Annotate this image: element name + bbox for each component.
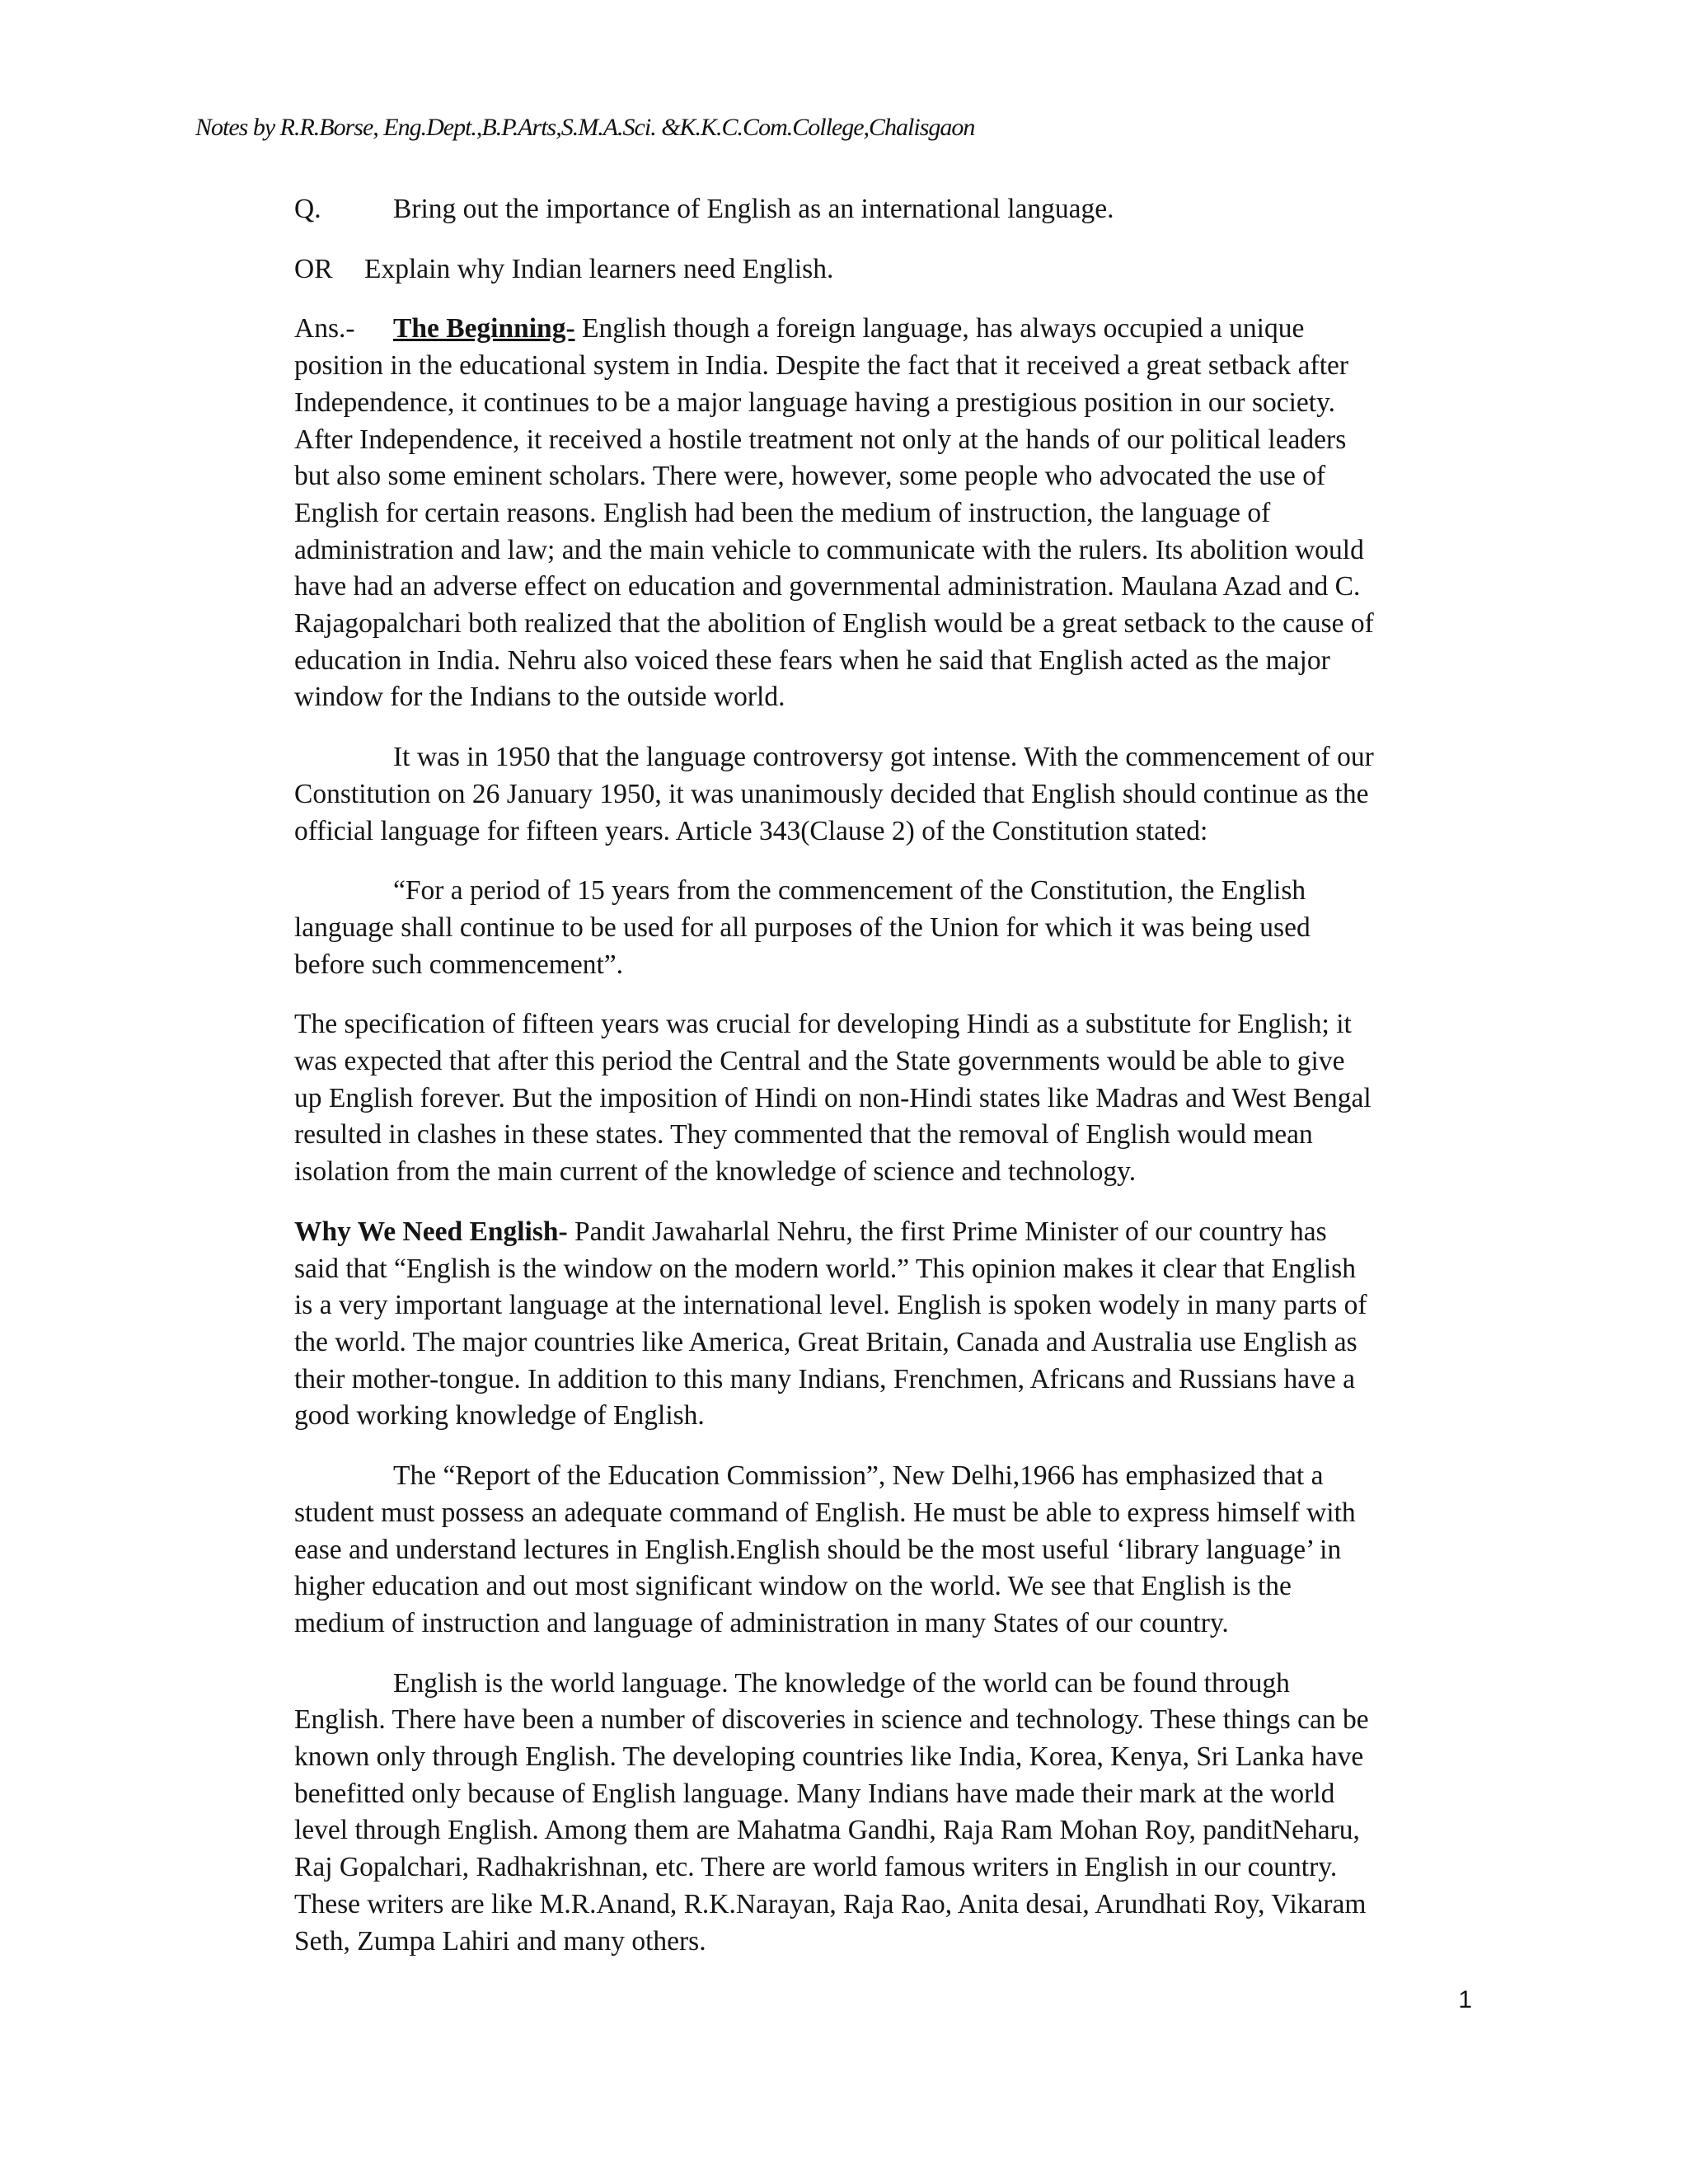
paragraph-line: their mother-tongue. In addition to this many Indians, Frenchmen, Africans and Russians have a <box>294 1363 1355 1394</box>
question-label: Q. <box>294 194 321 224</box>
paragraph-1950 <box>294 739 1465 850</box>
page-number: 1 <box>1458 1986 1472 2013</box>
or-label: OR <box>294 253 333 284</box>
paragraph-line: The specification of fifteen years was crucial for developing Hindi as a substitute for English; it <box>294 1009 1352 1040</box>
paragraph-line: benefitted only because of English language. Many Indians have made their mark at the world <box>294 1778 1335 1809</box>
answer-label: Ans.- <box>294 313 355 344</box>
paragraph-line: is a very important language at the international level. English is spoken wodely in many parts of <box>294 1290 1367 1321</box>
question <box>294 191 1465 228</box>
answer-line: education in India. Nehru also voiced these fears when he said that English acted as the major <box>294 644 1330 676</box>
paragraph-line: official language for fifteen years. Article 343(Clause 2) of the Constitution stated: <box>294 815 1208 846</box>
answer-line: English for certain reasons. English had been the medium of instruction, the language of <box>294 497 1271 528</box>
paragraph-line: was expected that after this period the Central and the State governments would be able to give <box>294 1046 1345 1077</box>
answer-line: Independence, it continues to be a major language having a prestigious position in our society. <box>294 387 1336 418</box>
paragraph-line: Why We Need English- Pandit Jawaharlal Nehru, the first Prime Minister of our country has <box>294 1216 1327 1247</box>
alternative-text: Explain why Indian learners need English. <box>364 253 834 284</box>
quote-line: “For a period of 15 years from the commencement of the Constitution, the English <box>393 875 1306 907</box>
paragraph-specification <box>294 1006 1465 1191</box>
paragraph-report <box>294 1458 1465 1643</box>
question-text: Bring out the importance of English as an international language. <box>393 194 1114 224</box>
page-header: Notes by R.R.Borse, Eng.Dept.,B.P.Arts,S.M.A.Sci. &K.K.C.Com.College,Chalisgaon <box>195 114 975 141</box>
section-why-we-need-english <box>294 1214 1465 1435</box>
answer-line: Ans.- The Beginning- English though a foreign language, has always occupied a unique <box>294 311 1465 348</box>
paragraph-line: Raj Gopalchari, Radhakrishnan, etc. There are world famous writers in English in our country. <box>294 1852 1338 1883</box>
paragraph-line: known only through English. The developing countries like India, Korea, Kenya, Sri Lanka have <box>294 1741 1364 1773</box>
answer-line: position in the educational system in India. Despite the fact that it received a great setback after <box>294 350 1349 382</box>
paragraph-line: Constitution on 26 January 1950, it was unanimously decided that English should continue as the <box>294 778 1369 809</box>
paragraph-line: ease and understand lectures in English.English should be the most useful ‘library language’ in <box>294 1534 1342 1565</box>
answer-paragraph <box>294 311 1465 716</box>
section-heading-need: Why We Need English- <box>294 1216 568 1247</box>
paragraph-line: good working knowledge of English. <box>294 1400 705 1432</box>
paragraph-line: the world. The major countries like America, Great Britain, Canada and Australia use English as <box>294 1326 1357 1357</box>
paragraph-line: Seth, Zumpa Lahiri and many others. <box>294 1925 706 1957</box>
paragraph-line: student must possess an adequate command of English. He must be able to express himself with <box>294 1497 1356 1528</box>
paragraph-line: These writers are like M.R.Anand, R.K.Narayan, Raja Rao, Anita desai, Arundhati Roy, Vikaram <box>294 1888 1367 1919</box>
answer-line: administration and law; and the main vehicle to communicate with the rulers. Its abolition would <box>294 534 1364 565</box>
section-heading-beginning: The Beginning- <box>393 313 575 344</box>
answer-line: After Independence, it received a hostile treatment not only at the hands of our political leaders <box>294 424 1347 455</box>
paragraph-line: said that “English is the window on the modern world.” This opinion makes it clear that English <box>294 1253 1356 1284</box>
paragraph-line: level through English. Among them are Mahatma Gandhi, Raja Ram Mohan Roy, panditNeharu, <box>294 1815 1360 1846</box>
paragraph-line: The “Report of the Education Commission”, New Delhi,1966 has emphasized that a <box>393 1460 1324 1492</box>
quote-line: before such commencement”. <box>294 949 624 980</box>
quote-line: language shall continue to be used for all purposes of the Union for which it was being used <box>294 912 1311 943</box>
paragraph-world-language <box>294 1666 1465 1961</box>
constitution-quote <box>294 873 1465 983</box>
answer-line: but also some eminent scholars. There were, however, some people who advocated the use of <box>294 461 1326 492</box>
paragraph-line: isolation from the main current of the knowledge of science and technology. <box>294 1156 1137 1188</box>
answer-line: Rajagopalchari both realized that the abolition of English would be a great setback to the cause of <box>294 608 1374 640</box>
paragraph-line: resulted in clashes in these states. They commented that the removal of English would mean <box>294 1119 1313 1151</box>
paragraph-line: English is the world language. The knowledge of the world can be found through <box>393 1667 1290 1699</box>
alternative-question <box>294 251 1465 288</box>
answer-line: window for the Indians to the outside world. <box>294 682 785 713</box>
paragraph-line: medium of instruction and language of administration in many States of our country. <box>294 1607 1229 1638</box>
paragraph-line: up English forever. But the imposition of Hindi on non-Hindi states like Madras and West Bengal <box>294 1082 1372 1113</box>
document-body <box>294 191 1465 1983</box>
answer-line: have had an adverse effect on education and governmental administration. Maulana Azad and C. <box>294 571 1361 602</box>
paragraph-line: higher education and out most significant window on the world. We see that English is the <box>294 1571 1292 1602</box>
paragraph-line: It was in 1950 that the language controversy got intense. With the commencement of our <box>393 742 1374 773</box>
paragraph-line: English. There have been a number of discoveries in science and technology. These things can be <box>294 1704 1369 1736</box>
